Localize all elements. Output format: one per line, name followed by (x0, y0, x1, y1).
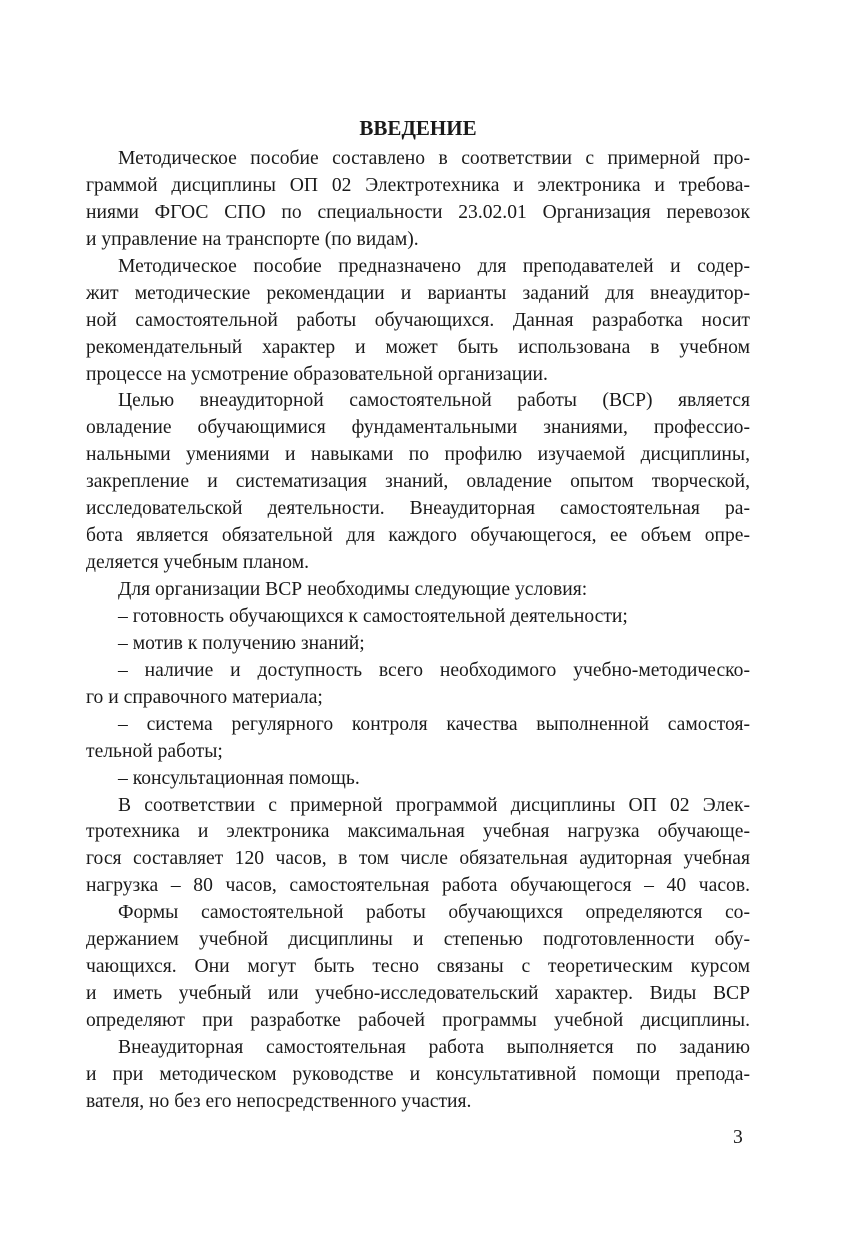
text-line: исследовательской деятельности. Внеаудиторная самостоятельная ра- (86, 498, 750, 520)
text-line: тротехника и электроника максимальная учебная нагрузка обучающе- (86, 821, 750, 843)
text-line: Целью внеаудиторной самостоятельной работы (ВСР) является (118, 390, 750, 412)
document-page (86, 112, 750, 1116)
text-line: овладение обучающимися фундаментальными знаниями, профессио- (86, 417, 750, 439)
text-line: – консультационная помощь. (118, 767, 360, 789)
text-line: – система регулярного контроля качества выполненной самостоя- (118, 713, 750, 735)
text-line: чающихся. Они могут быть тесно связаны с теоретическим курсом (86, 956, 750, 978)
text-line: Методическое пособие составлено в соответствии с примерной про- (118, 148, 750, 169)
text-line: го и справочного материала; (86, 686, 323, 708)
text-line: рекомендательный характер и может быть использована в учебном (86, 336, 750, 358)
text-line: бота является обязательной для каждого обучающегося, ее объем опре- (86, 525, 750, 547)
text-line: Внеаудиторная самостоятельная работа выполняется по заданию (118, 1036, 750, 1058)
text-line: вателя, но без его непосредственного участия. (86, 1090, 472, 1112)
text-line: деляется учебным планом. (86, 552, 309, 574)
text-line: – готовность обучающихся к самостоятельной деятельности; (118, 605, 628, 627)
text-line: В соответствии с примерной программой дисциплины ОП 02 Элек- (118, 794, 750, 816)
text-line: нагрузка – 80 часов, самостоятельная работа обучающегося – 40 часов. (86, 875, 750, 897)
body-text (86, 146, 750, 1116)
text-line: Методическое пособие предназначено для преподавателей и содер- (118, 255, 750, 277)
text-line: и при методическом руководстве и консультативной помощи препода- (86, 1063, 750, 1085)
text-line: ниями ФГОС СПО по специальности 23.02.01 Организация перевозок (86, 201, 750, 223)
text-line: нальными умениями и навыками по профилю изучаемой дисциплины, (86, 444, 750, 466)
text-line: закрепление и систематизация знаний, овладение опытом творческой, (86, 471, 750, 493)
text-line: процессе на усмотрение образовательной организации. (86, 363, 548, 385)
text-line: и управление на транспорте (по видам). (86, 228, 419, 250)
text-line: Для организации ВСР необходимы следующие условия: (118, 579, 588, 600)
text-line: ной самостоятельной работы обучающихся. Данная разработка носит (86, 309, 750, 331)
text-line: и иметь учебный или учебно-исследовательский характер. Виды ВСР (86, 983, 750, 1005)
page-number: 3 (733, 1127, 743, 1148)
text-line: определяют при разработке рабочей программы учебной дисциплины. (86, 1010, 750, 1031)
text-line: жит методические рекомендации и варианты заданий для внеаудитор- (86, 282, 750, 304)
text-line: тельной работы; (86, 740, 223, 762)
page-title: ВВЕДЕНИЕ (359, 116, 477, 140)
text-line: держанием учебной дисциплины и степенью подготовленности обу- (86, 929, 750, 951)
text-line: – мотив к получению знаний; (118, 632, 365, 654)
text-line: граммой дисциплины ОП 02 Электротехника и электроника и требова- (86, 174, 750, 196)
text-line: – наличие и доступность всего необходимого учебно-методическо- (118, 659, 750, 681)
text-line: гося составляет 120 часов, в том числе обязательная аудиторная учебная (86, 848, 750, 870)
text-line: Формы самостоятельной работы обучающихся определяются со- (118, 902, 750, 924)
